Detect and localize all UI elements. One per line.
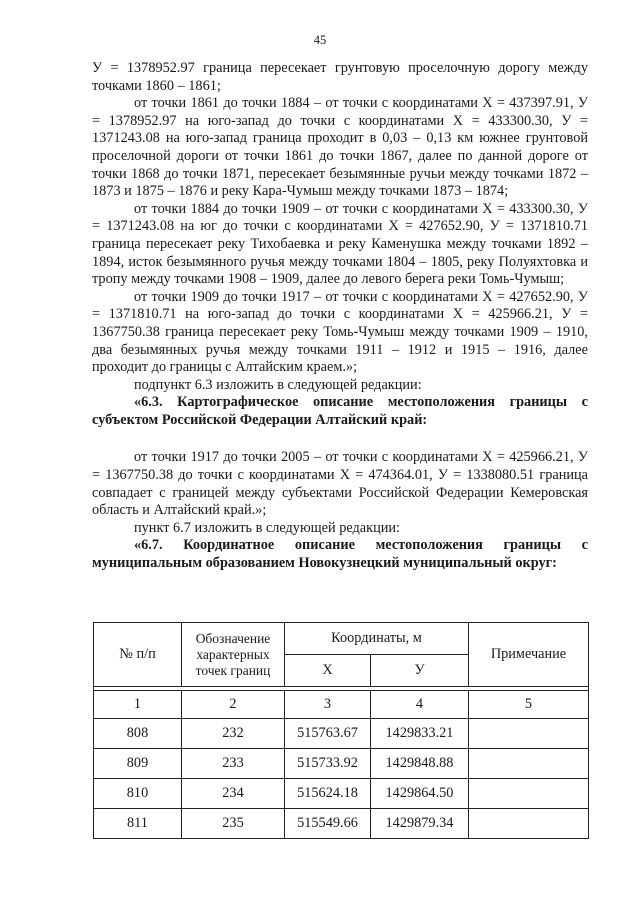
cell-point: 233 — [182, 749, 285, 779]
paragraph: от точки 1861 до точки 1884 – от точки с координатами X = 437397.91, У = 1378952.97 на юго-запад до точки с координатами X = 433300.30, У = 1371243.08 на юго-запад граница проходит в 0,03 – 0,13 км южнее грунтовой проселочной дороги от точки 1861 до точки 1867, далее по данной дороге от точки 1868 до точки 1871, пересекает безымянные ручьи между точками 1872 – 1873 и 1875 – 1876 и реку Кара-Чумыш между точками 1873 – 1874; — [92, 95, 588, 200]
cell-point: 235 — [182, 809, 285, 839]
cell-note — [469, 779, 589, 809]
paragraph: от точки 1917 до точки 2005 – от точки с координатами X = 425966.21, У = 1367750.38 до точки с координатами X = 474364.01, У = 1338080.51 граница совпадает с границей между субъектами Российской Федерации Кемеровская область и Алтайский край.»; — [92, 449, 588, 519]
document-body — [92, 60, 588, 573]
paragraph-gap — [92, 429, 588, 449]
table-header-row — [94, 623, 589, 655]
cell-num: 808 — [94, 719, 182, 749]
paragraph: пункт 6.7 изложить в следующей редакции: — [134, 519, 401, 536]
cell-point: 234 — [182, 779, 285, 809]
header-y: У — [371, 655, 469, 687]
column-number-row — [94, 691, 589, 719]
column-number: 1 — [94, 691, 182, 719]
column-number: 3 — [285, 691, 371, 719]
section-heading: «6.3. Картографическое описание местоположения границы с субъектом Российской Федерации Алтайский край: — [92, 394, 588, 428]
header-num: № п/п — [94, 623, 182, 687]
header-x: X — [285, 655, 371, 687]
cell-y: 1429833.21 — [371, 719, 469, 749]
cell-point: 232 — [182, 719, 285, 749]
paragraph: от точки 1909 до точки 1917 – от точки с координатами X = 427652.90, У = 1371810.71 на юго-запад до точки с координатами X = 425966.21, У = 1367750.38 граница пересекает реку Томь-Чумыш между точками 1909 – 1910, два безымянных ручья между точками 1911 – 1912 и 1915 – 1916, далее проходит до границы с Алтайским краем.»; — [92, 288, 588, 376]
page-number: 45 — [313, 33, 327, 47]
cell-note — [469, 809, 589, 839]
column-number: 5 — [469, 691, 589, 719]
table-row — [94, 719, 589, 749]
coordinates-table — [93, 622, 589, 839]
cell-num: 811 — [94, 809, 182, 839]
table-row — [94, 779, 589, 809]
paragraph: подпункт 6.3 изложить в следующей редакции: — [134, 376, 422, 393]
section-heading: «6.7. Координатное описание местоположения границы с муниципальным образованием Новокузнецкий муниципальный округ: — [92, 537, 588, 572]
cell-x: 515763.67 — [285, 719, 371, 749]
cell-num: 809 — [94, 749, 182, 779]
paragraph: У = 1378952.97 граница пересекает грунтовую проселочную дорогу между точками 1860 – 1861; — [92, 60, 588, 94]
cell-y: 1429848.88 — [371, 749, 469, 779]
header-coordinates: Координаты, м — [285, 623, 469, 655]
column-number: 2 — [182, 691, 285, 719]
paragraph: от точки 1884 до точки 1909 – от точки с координатами X = 433300.30, У = 1371243.08 на юг до точки с координатами X = 427652.90, У = 1371810.71 граница пересекает реку Тихобаевка и реку Каменушка между точками 1892 – 1894, исток безымянного ручья между точками 1804 – 1805, реку Полуяхтовка и тропу между точками 1908 – 1909, далее до левого берега реки Томь-Чумыш; — [92, 200, 588, 288]
header-note: Примечание — [469, 623, 589, 687]
cell-x: 515549.66 — [285, 809, 371, 839]
table-row — [94, 749, 589, 779]
cell-num: 810 — [94, 779, 182, 809]
table-row — [94, 809, 589, 839]
cell-y: 1429879.34 — [371, 809, 469, 839]
cell-note — [469, 719, 589, 749]
cell-x: 515733.92 — [285, 749, 371, 779]
header-designation: Обозначение характерных точек границ — [182, 623, 285, 687]
cell-y: 1429864.50 — [371, 779, 469, 809]
cell-x: 515624.18 — [285, 779, 371, 809]
cell-note — [469, 749, 589, 779]
column-number: 4 — [371, 691, 469, 719]
